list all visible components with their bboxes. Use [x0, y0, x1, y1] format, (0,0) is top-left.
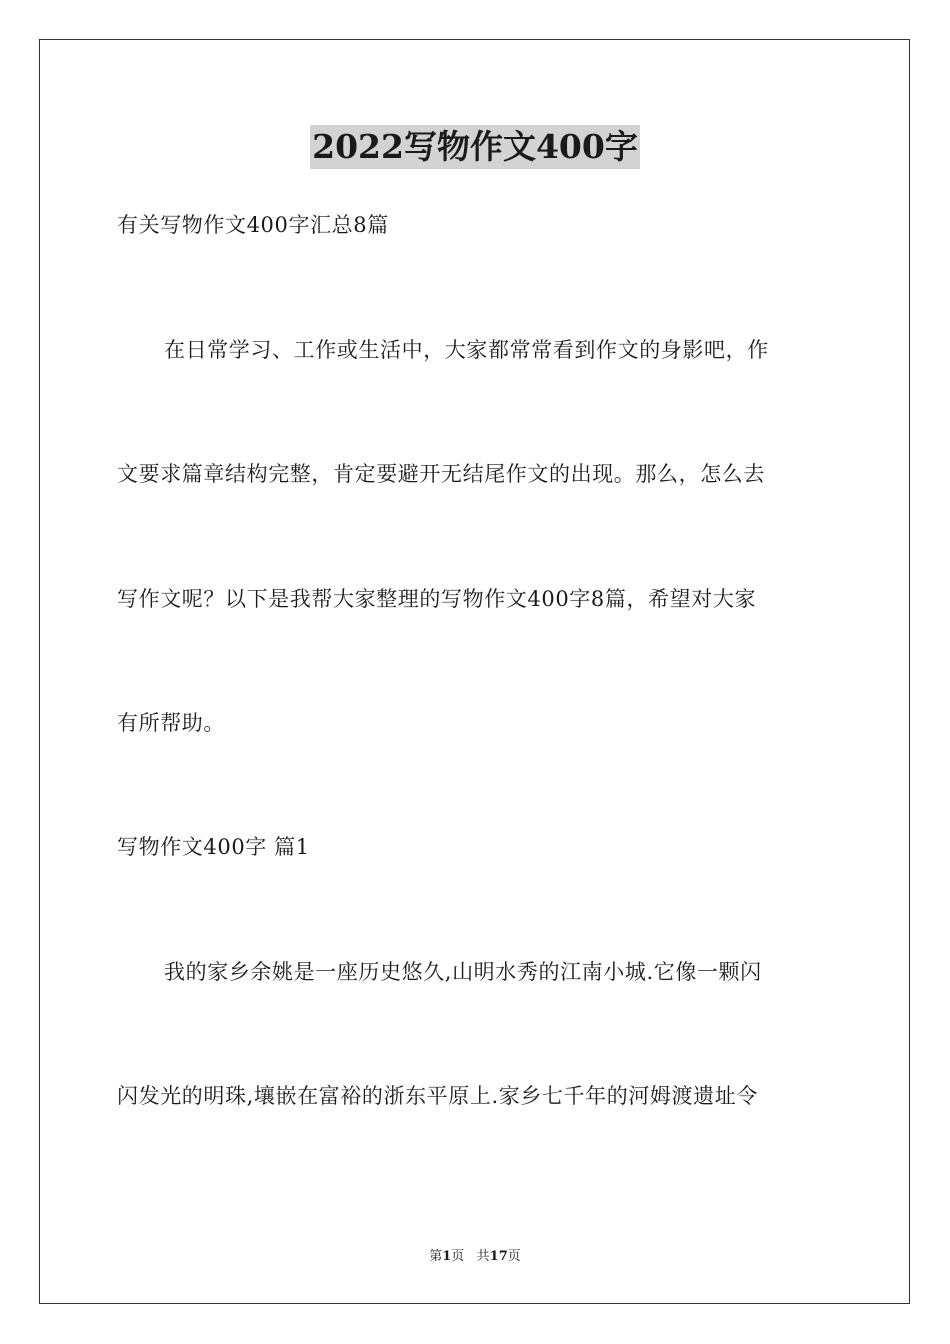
footer-suffix: 页 — [507, 1249, 521, 1264]
intro-line-4: 有所帮助。 — [117, 711, 225, 735]
title-container — [0, 125, 950, 169]
footer-page-number: 1 — [442, 1249, 452, 1264]
page-footer — [0, 1248, 950, 1266]
intro-line-3: 写作文呢？以下是我帮大家整理的写物作文400字8篇，希望对大家 — [117, 587, 757, 611]
body-line-2: 闪发光的明珠,壤嵌在富裕的浙东平原上.家乡七千年的河姆渡遗址令 — [117, 1084, 758, 1108]
intro-line-2: 文要求篇章结构完整，肯定要避开无结尾作文的出现。那么，怎么去 — [117, 462, 765, 486]
intro-line-1: 在日常学习、工作或生活中，大家都常常看到作文的身影吧，作 — [164, 338, 769, 362]
document-subtitle: 有关写物作文400字汇总8篇 — [117, 213, 389, 237]
footer-middle: 页 共 — [451, 1249, 490, 1264]
body-line-1: 我的家乡余姚是一座历史悠久,山明水秀的江南小城.它像一颗闪 — [164, 960, 762, 984]
document-title: 2022写物作文400字 — [310, 125, 640, 169]
section-heading: 写物作文400字 篇1 — [117, 835, 310, 859]
footer-total-pages: 17 — [489, 1249, 508, 1264]
footer-prefix: 第 — [429, 1249, 443, 1264]
